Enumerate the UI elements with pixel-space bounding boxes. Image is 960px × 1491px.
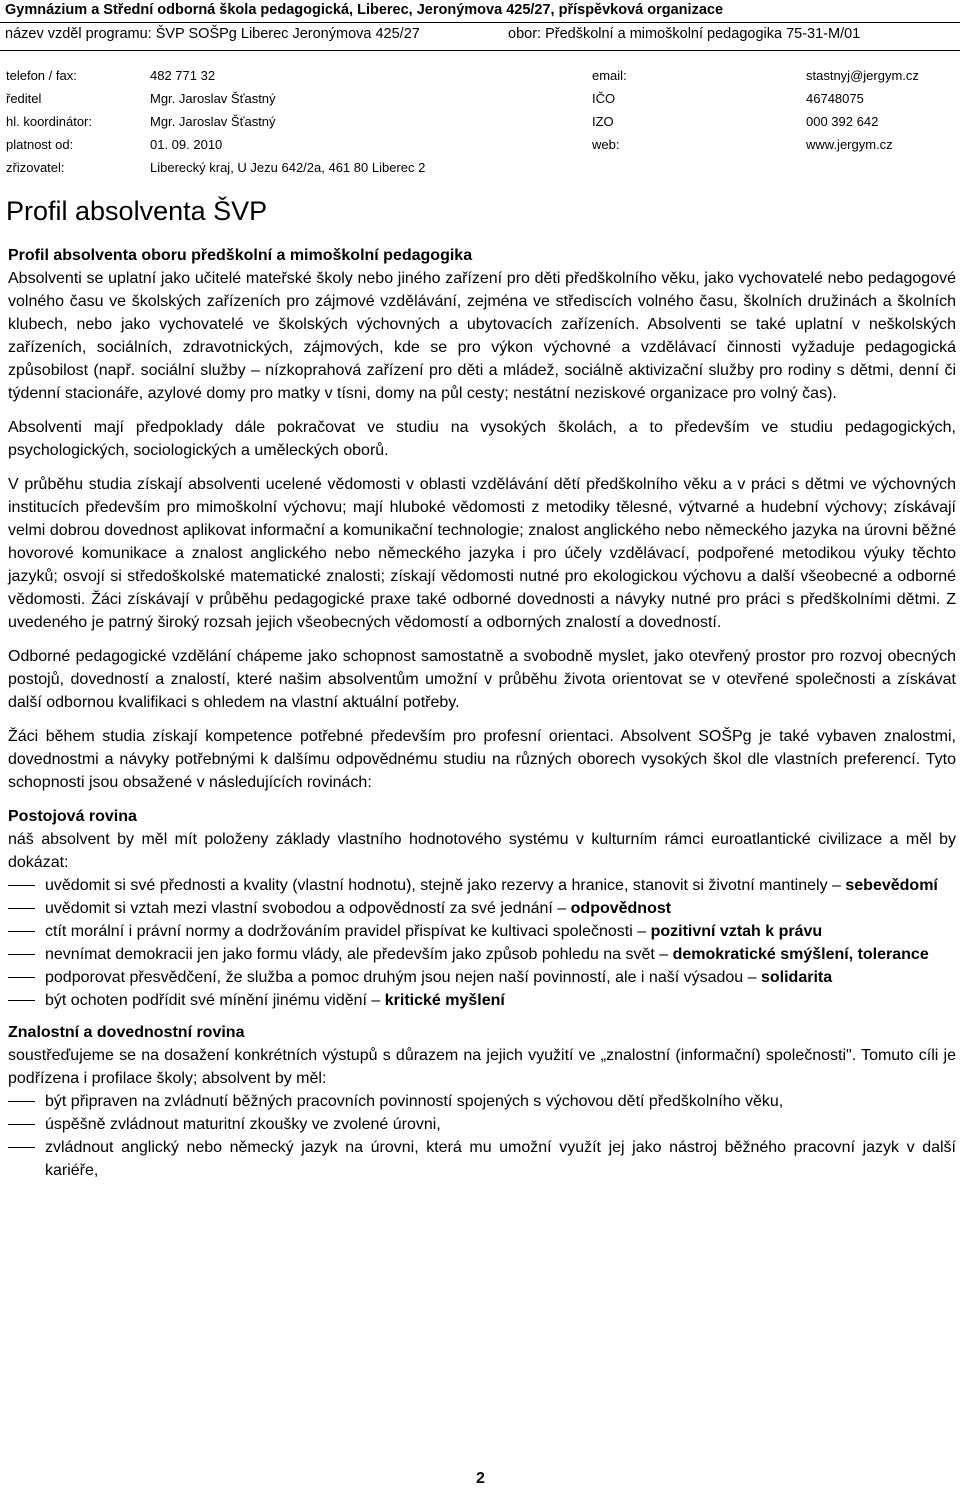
list-item: nevnímat demokracii jen jako formu vlády, ale především jako způsob pohledu na svět – demokratické smýšlení, tolerance <box>8 943 956 966</box>
paragraph: Žáci během studia získají kompetence potřebné především pro profesní orientaci. Absolvent SOŠPg je také vybaven znalostmi, dovednostmi a návyky potřebnými k dalšímu odpovědnému studiu na různých oborech vysokých škol dle vlastních preferencí. Tyto schopnosti jsou obsažené v následujících rovinách: <box>8 728 956 791</box>
list-item: být připraven na zvládnutí běžných pracovních povinností spojených s výchovou dětí předškolního věku, <box>8 1090 956 1113</box>
program-name: název vzděl programu: ŠVP SOŠPg Liberec Jeronýmova 425/27 <box>5 26 420 42</box>
info-row-founder <box>6 160 956 183</box>
paragraph: Odborné pedagogické vzdělání chápeme jako schopnost samostatně a svobodně myslet, jako otevřený prostor pro rozvoj obecných postojů, dovedností a znalostí, které našim absolventům umožní v průběhu života orientovat se v otevřené společnosti a získávat další odbornou kvalifikaci s ohledem na vlastní aktuální potřeby. <box>8 648 956 711</box>
page-title: Profil absolventa ŠVP <box>6 196 268 226</box>
section-heading: Znalostní a dovednostní rovina <box>8 1024 245 1041</box>
header-divider-bottom <box>0 50 960 51</box>
program-line <box>5 26 955 42</box>
info-value: Mgr. Jaroslav Šťastný <box>150 91 276 106</box>
list-item: uvědomit si vztah mezi vlastní svobodou a odpovědností za své jednání – odpovědnost <box>8 897 956 920</box>
info-value: Mgr. Jaroslav Šťastný <box>150 114 276 129</box>
header-divider <box>0 22 960 23</box>
info-row <box>6 137 956 160</box>
info-label: IZO <box>592 114 614 129</box>
page-number: 2 <box>476 1470 485 1487</box>
info-label: hl. koordinátor: <box>6 114 92 129</box>
field-name: obor: Předškolní a mimoškolní pedagogika 75-31-M/01 <box>508 26 861 42</box>
list-item: úspěšně zvládnout maturitní zkoušky ve zvolené úrovni, <box>8 1113 956 1136</box>
paragraph: V průběhu studia získají absolventi ucelené vědomosti v oblasti vzdělávání dětí předškolního věku a v práci s dětmi ve výchovných institucích především pro mimoškolní výchovu; mají hluboké vědomosti z metodiky tělesné, výtvarné a hudební výchovy; získávají velmi dobrou dovednost aplikovat informační a komunikační technologie; znalost anglického nebo německého jazyka na úrovni běžné hovorové komunikace a znalost anglického nebo německého jazyka i pro účely vzdělávací, podpořené metodikou výuky těchto jazyků; osvojí si středoškolské matematické znalosti; získají vědomosti nutné pro ekologickou výchovu a další všeobecné a odborné vědomosti. Žáci získávají v průběhu pedagogické praxe také odborné dovednosti a návyky nutné pro práci s předškolními dětmi. Z uvedeného je patrný široký rozsah jejich všeobecných vědomostí a odborných znalostí a dovedností. <box>8 476 956 631</box>
info-label: email: <box>592 68 627 83</box>
info-value: 482 771 32 <box>150 68 216 83</box>
info-value: Liberecký kraj, U Jezu 642/2a, 461 80 Liberec 2 <box>150 160 426 175</box>
info-label: platnost od: <box>6 137 74 152</box>
knowledge-list <box>8 1090 956 1182</box>
document-body <box>8 244 956 1191</box>
email-link[interactable]: stastnyj@jergym.cz <box>806 68 919 83</box>
info-label: ředitel <box>6 91 42 106</box>
list-item: zvládnout anglický nebo německý jazyk na úrovni, která mu umožní využít jej jako nástroj běžného pracovní jazyk v další kariéře, <box>8 1136 956 1182</box>
list-item: být ochoten podřídit své mínění jinému vidění – kritické myšlení <box>8 989 956 1012</box>
list-item: ctít morální i právní normy a dodržováním pravidel přispívat ke kultivaci společnosti – pozitivní vztah k právu <box>8 920 956 943</box>
info-label: IČO <box>592 91 616 106</box>
attitude-list <box>8 874 956 1012</box>
info-value: 000 392 642 <box>806 114 879 129</box>
school-name: Gymnázium a Střední odborná škola pedagogická, Liberec, Jeronýmova 425/27, příspěvková organizace <box>5 2 724 18</box>
info-value: 46748075 <box>806 91 864 106</box>
list-item: podporovat přesvědčení, že služba a pomoc druhým jsou nejen naší povinností, ale i naší výsadou – solidarita <box>8 966 956 989</box>
info-row <box>6 114 956 137</box>
info-label: telefon / fax: <box>6 68 77 83</box>
info-row <box>6 91 956 114</box>
info-table <box>6 68 956 183</box>
info-label: web: <box>592 137 620 152</box>
section-intro: náš absolvent by měl mít položeny základy vlastního hodnotového systému v kulturním rámci euroatlantické civilizace a měl by dokázat: <box>8 831 956 871</box>
paragraph: Absolventi mají předpoklady dále pokračovat ve studiu na vysokých školách, a to především ve studiu pedagogických, psychologických, sociologických a uměleckých oborů. <box>8 419 956 459</box>
section-intro: soustřeďujeme se na dosažení konkrétních výstupů s důrazem na jejich využití ve „znalostní (informační) společnosti". Tomuto cíli je podřízena i profilace školy; absolvent by měl: <box>8 1047 956 1087</box>
list-item: uvědomit si své přednosti a kvality (vlastní hodnotu), stejně jako rezervy a hranice, stanovit si životní mantinely – sebevědomí <box>8 874 956 897</box>
info-row <box>6 68 956 91</box>
info-value: 01. 09. 2010 <box>150 137 223 152</box>
section-subtitle: Profil absolventa oboru předškolní a mimoškolní pedagogika <box>8 247 473 264</box>
web-link[interactable]: www.jergym.cz <box>806 137 893 152</box>
section-heading: Postojová rovina <box>8 808 137 825</box>
paragraph: Absolventi se uplatní jako učitelé mateřské školy nebo jiného zařízení pro děti předškolního věku, jako vychovatelé nebo pedagogové volného času ve školských zařízeních pro zájmové vzdělávání, zejména ve střediscích volného času, školních družinách a školních klubech, nebo jako vychovatelé ve školských výchovných a ubytovacích zařízeních. Absolventi se také uplatní v neškolských zařízeních, sociálních, zdravotnických, zájmových, kde se pro výkon výchovné a vzdělávací činnosti vyžaduje pedagogická způsobilost (např. sociální služby – nízkoprahová zařízení pro děti a mládež, sociálně aktivizační služby pro rodiny s dětmi, denní či týdenní stacionáře, azylové domy pro matky v tísni, domy na půl cesty; nestátní neziskové organizace pro volný čas). <box>8 270 956 402</box>
info-label: zřizovatel: <box>6 160 65 175</box>
